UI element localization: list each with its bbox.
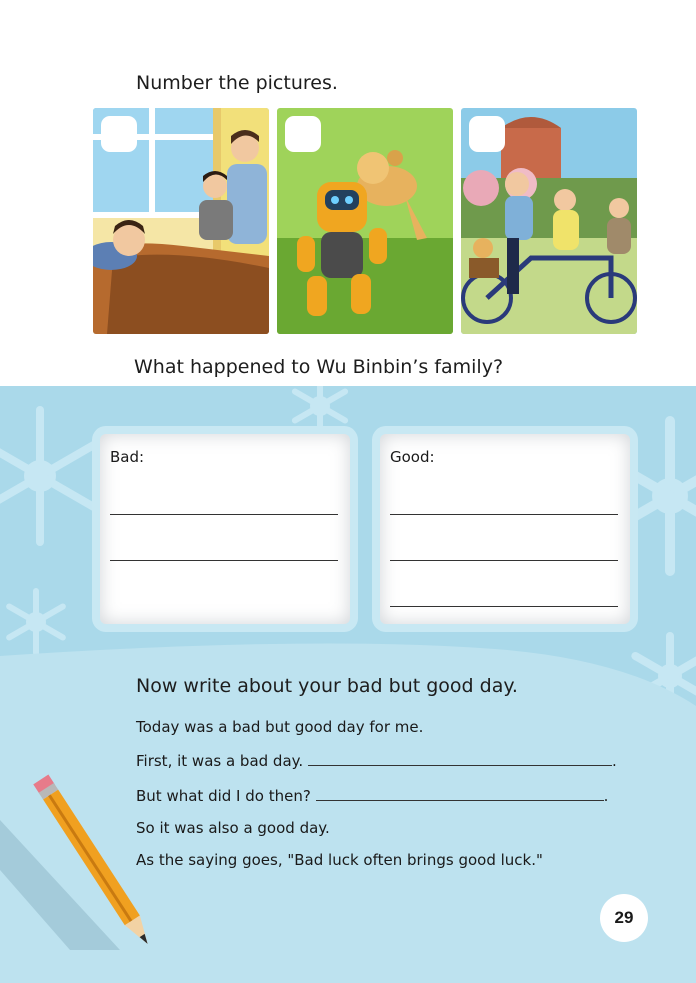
- page-number: 29: [600, 894, 648, 942]
- bad-write-line-2[interactable]: [110, 560, 338, 561]
- good-label: Good:: [390, 448, 435, 466]
- picture-family-bike: [461, 108, 637, 334]
- sentence-2: [136, 751, 617, 770]
- bad-card: [100, 434, 350, 624]
- number-pictures-heading: Number the pictures.: [136, 72, 338, 94]
- good-write-line-1[interactable]: [390, 514, 618, 515]
- picture-bedroom: [93, 108, 269, 334]
- sentence-2-blank[interactable]: [308, 751, 612, 766]
- sentence-3-blank[interactable]: [316, 786, 604, 801]
- bad-write-line-1[interactable]: [110, 514, 338, 515]
- picture-robot-dog: [277, 108, 453, 334]
- sentence-2-period: .: [611, 752, 617, 770]
- number-box-3[interactable]: [469, 116, 505, 152]
- sentence-2-text: First, it was a bad day.: [136, 752, 304, 770]
- good-card: [380, 434, 630, 624]
- pencil-icon: [0, 760, 170, 960]
- family-question-heading: What happened to Wu Binbin’s family?: [134, 356, 504, 378]
- sentence-1: Today was a bad but good day for me.: [136, 718, 424, 736]
- number-box-1[interactable]: [101, 116, 137, 152]
- number-box-2[interactable]: [285, 116, 321, 152]
- sentence-3-text: But what did I do then?: [136, 787, 311, 805]
- good-write-line-3[interactable]: [390, 606, 618, 607]
- sentence-3: [136, 786, 608, 805]
- good-write-line-2[interactable]: [390, 560, 618, 561]
- write-heading: Now write about your bad but good day.: [136, 675, 518, 697]
- sentence-5: As the saying goes, "Bad luck often brings good luck.": [136, 851, 543, 869]
- sentence-4: So it was also a good day.: [136, 819, 330, 837]
- bad-label: Bad:: [110, 448, 145, 466]
- sentence-3-period: .: [603, 787, 609, 805]
